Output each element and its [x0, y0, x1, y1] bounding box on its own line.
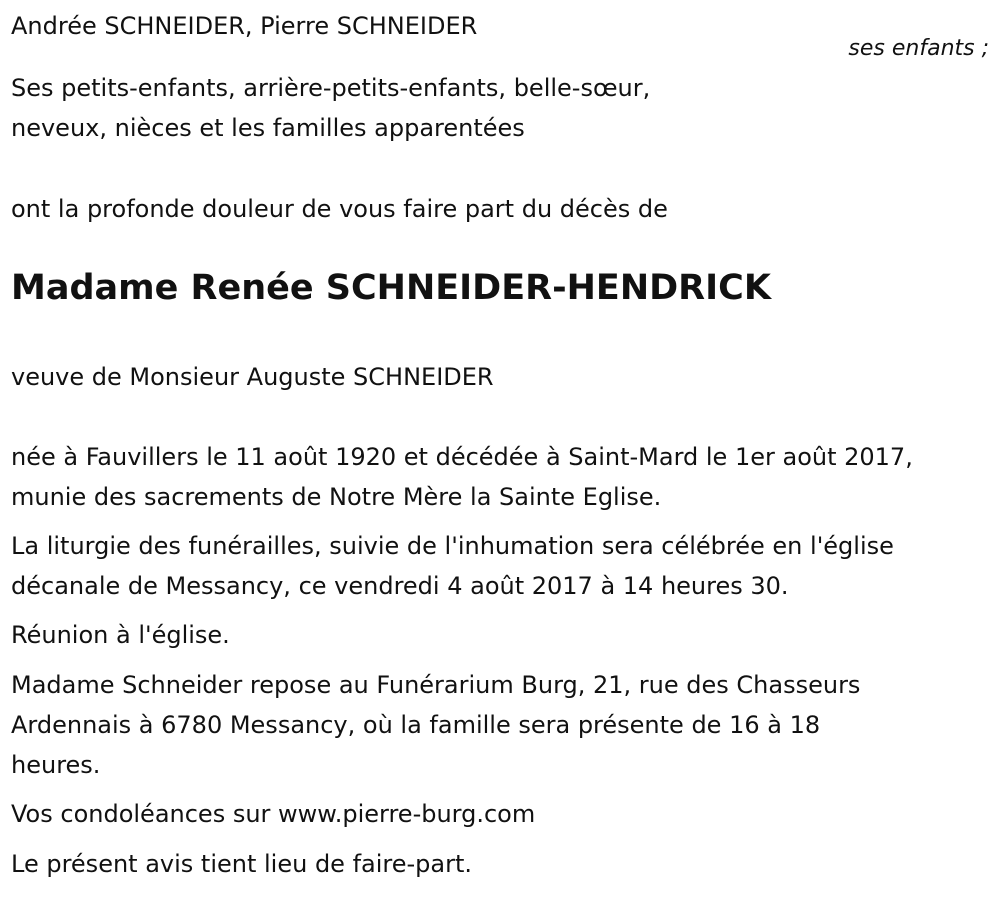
closing-text: Le présent avis tient lieu de faire-part. — [11, 850, 473, 878]
liturgy-line: décanale de Messancy, ce vendredi 4 août 2017 à 14 heures 30. — [11, 572, 789, 600]
funerarium-line: Madame Schneider repose au Funérarium Burg, 21, rue des Chasseurs — [11, 671, 861, 699]
children-role: ses enfants ; — [848, 36, 989, 61]
widow-of: veuve de Monsieur Auguste SCHNEIDER — [11, 363, 494, 391]
relatives-paragraph — [11, 68, 650, 148]
liturgy-paragraph — [11, 526, 894, 606]
relatives-line: Ses petits-enfants, arrière-petits-enfants, belle-sœur, — [11, 74, 651, 102]
funerarium-line: Ardennais à 6780 Messancy, où la famille sera présente de 16 à 18 — [11, 711, 821, 739]
birth-death-paragraph — [11, 437, 913, 517]
intro-text: ont la profonde douleur de vous faire part du décès de — [11, 195, 668, 223]
birth-death-line: née à Fauvillers le 11 août 1920 et décédée à Saint-Mard le 1er août 2017, — [11, 443, 913, 471]
relatives-line: neveux, nièces et les familles apparentées — [11, 114, 525, 142]
children-names: Andrée SCHNEIDER, Pierre SCHNEIDER — [11, 12, 478, 40]
liturgy-line: La liturgie des funérailles, suivie de l'inhumation sera célébrée en l'église — [11, 532, 894, 560]
condolences-text: Vos condoléances sur www.pierre-burg.com — [11, 800, 536, 828]
meeting-text: Réunion à l'église. — [11, 621, 230, 649]
funerarium-paragraph — [11, 665, 860, 785]
deceased-name: Madame Renée SCHNEIDER-HENDRICK — [11, 268, 771, 308]
birth-death-line: munie des sacrements de Notre Mère la Sainte Eglise. — [11, 483, 662, 511]
funerarium-line: heures. — [11, 751, 101, 779]
